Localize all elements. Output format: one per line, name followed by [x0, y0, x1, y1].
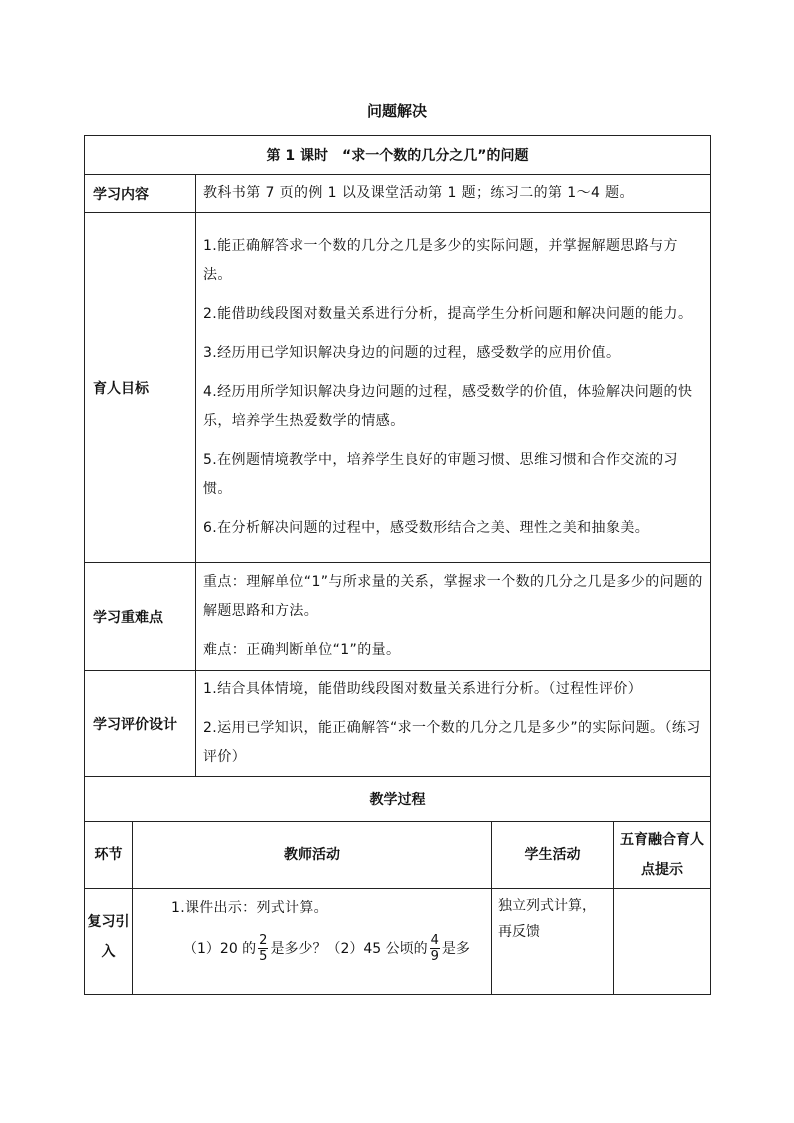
keypoints-list [196, 563, 711, 671]
process-heading: 教学过程 [85, 777, 711, 822]
column-stage: 环节 [85, 822, 133, 889]
review-stage-cell [85, 889, 133, 995]
assessment-row [85, 671, 711, 777]
goals-row [85, 213, 711, 563]
goal-item: 6.在分析解决问题的过程中，感受数形结合之美、理性之美和抽象美。 [203, 520, 650, 536]
process-columns-row [85, 822, 711, 889]
goal-item: 1.能正确解答求一个数的几分之几是多少的实际问题，并掌握解题思路与方法。 [203, 238, 678, 283]
content-label: 学习内容 [85, 175, 196, 213]
fraction-denominator: 5 [259, 949, 268, 964]
lesson-heading: 第 1 课时 “求一个数的几分之几”的问题 [85, 136, 711, 175]
review-question-line [171, 933, 485, 964]
lesson-plan-table [84, 135, 711, 995]
assessment-list [196, 671, 711, 777]
review-teacher-activity [133, 889, 492, 995]
question-1-prefix: （1）20 的 [183, 940, 257, 957]
column-student: 学生活动 [492, 822, 614, 889]
fraction-two-fifths [258, 933, 268, 964]
review-teacher-line: 1.课件出示：列式计算。 [171, 900, 328, 916]
review-student-activity: 独立列式计算，再反馈 [492, 889, 614, 995]
assessment-label: 学习评价设计 [85, 671, 196, 777]
goal-item: 3.经历用已学知识解决身边的问题的过程，感受数学的应用价值。 [203, 345, 621, 361]
review-stage-label: 复习引入 [87, 914, 130, 960]
column-five-edu: 五育融合育人点提示 [614, 822, 711, 889]
review-five-edu-cell [614, 889, 711, 995]
column-teacher: 教师活动 [133, 822, 492, 889]
content-text-line: 教科书第 7 页的例 1 以及课堂活动第 1 题；练习二的第 1～4 题。 [203, 185, 634, 201]
fraction-numerator: 2 [259, 933, 268, 948]
goal-item: 4.经历用所学知识解决身边问题的过程，感受数学的价值，体验解决问题的快乐，培养学生热爱数学的情感。 [203, 384, 693, 429]
process-heading-row [85, 777, 711, 822]
review-row [85, 889, 711, 995]
keypoints-row [85, 563, 711, 671]
fraction-four-ninths [430, 933, 440, 964]
keypoint-item: 难点：正确判断单位“1”的量。 [203, 642, 401, 658]
keypoint-item: 重点：理解单位“1”与所求量的关系，掌握求一个数的几分之几是多少的问题的解题思路和方法。 [203, 574, 703, 619]
goals-label: 育人目标 [85, 213, 196, 563]
goals-list [196, 213, 711, 563]
content-row [85, 175, 711, 213]
lesson-heading-row [85, 136, 711, 175]
goal-item: 2.能借助线段图对数量关系进行分析，提高学生分析问题和解决问题的能力。 [203, 306, 693, 322]
question-2-suffix: 是多 [441, 940, 470, 957]
content-text [196, 175, 711, 213]
goal-item: 5.在例题情境教学中，培养学生良好的审题习惯、思维习惯和合作交流的习惯。 [203, 452, 678, 497]
keypoints-label: 学习重难点 [85, 563, 196, 671]
assessment-item: 2.运用已学知识，能正确解答“求一个数的几分之几是多少”的实际问题。（练习评价） [203, 720, 701, 765]
fraction-denominator: 9 [430, 949, 439, 964]
page-title: 问题解决 [366, 102, 427, 120]
assessment-item: 1.结合具体情境，能借助线段图对数量关系进行分析。（过程性评价） [203, 681, 643, 697]
fraction-numerator: 4 [430, 933, 439, 948]
question-1-suffix: 是多少？（2）45 公顷的 [270, 940, 428, 957]
